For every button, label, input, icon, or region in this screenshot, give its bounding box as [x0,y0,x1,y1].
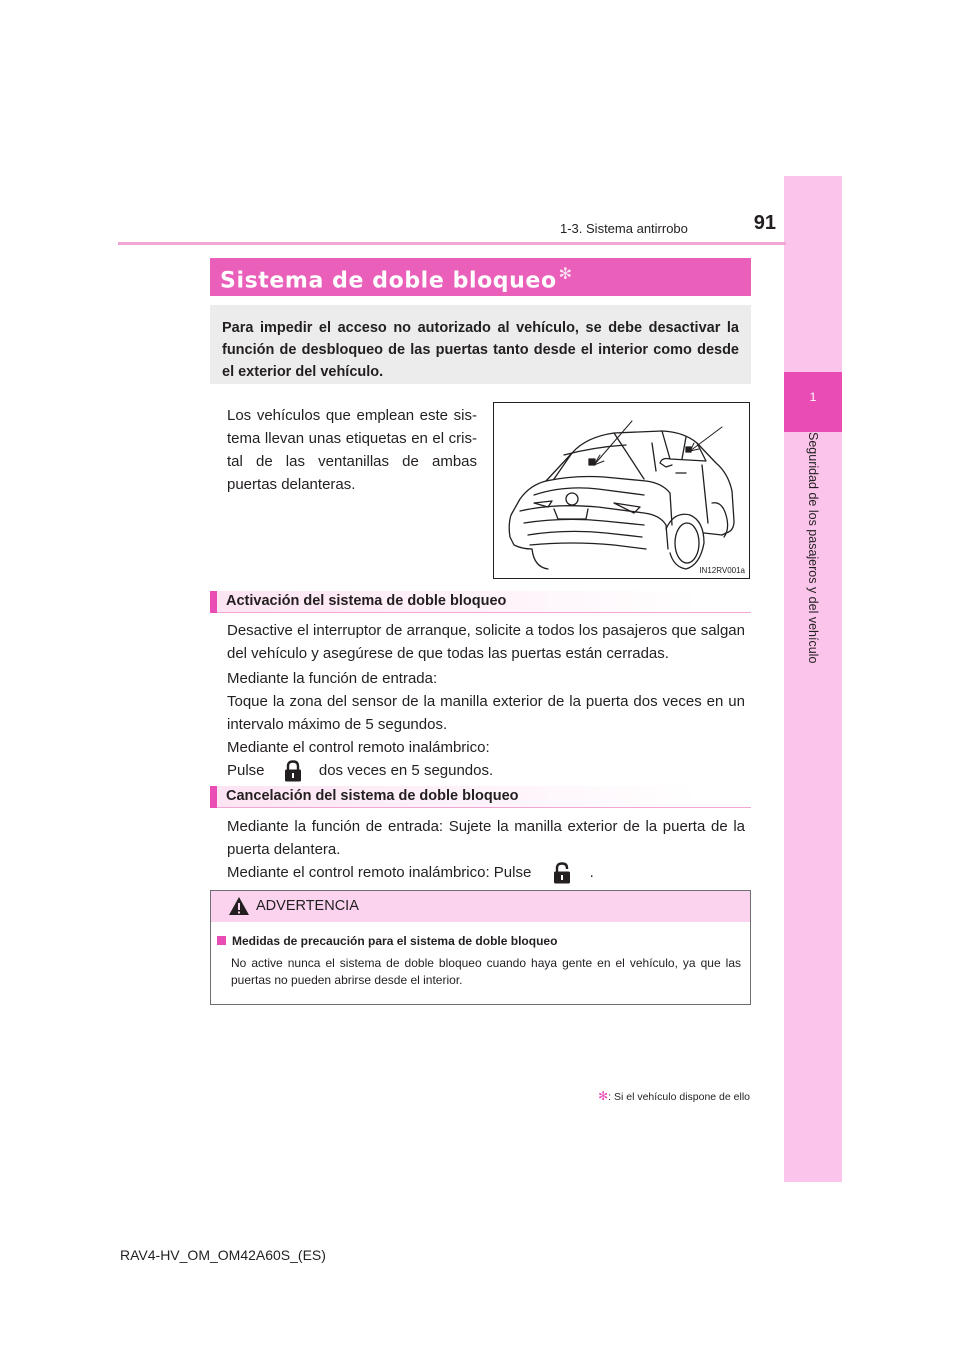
chapter-title: Seguridad de los pasajeros y del vehículo [806,432,820,664]
vehicle-illustration [493,402,750,579]
page-title-bar [210,258,751,296]
warning-triangle-icon [228,896,250,916]
document-code: RAV4-HV_OM_OM42A60S_(ES) [120,1247,326,1263]
activation-press-line [227,759,745,782]
car-drawing [494,403,749,578]
footnote-marker-icon: ✻ [598,1089,609,1103]
press-label: Pulse [227,762,265,779]
chapter-number-tab[interactable] [784,372,842,432]
intro-text: Para impedir el acceso no autorizado al vehículo, se debe desactivar la función de desbloqueo de las puertas tanto desde el interior como desde el exterior del vehículo. [222,320,739,380]
page-title-text: Sistema de doble bloqueo [220,268,557,294]
footnote-text: : Si el vehículo dispone de ello [608,1091,750,1103]
heading-underline [217,807,751,808]
cancellation-heading-text: Cancelación del sistema de doble bloqueo [226,788,519,804]
illustration-description [227,404,477,496]
bullet-square-icon [217,936,226,945]
cancellation-remote-line [227,861,745,884]
page-number: 91 [753,212,776,234]
activation-heading [210,591,751,613]
page-title [220,264,573,293]
illustration-line: tema llevan unas etiquetas en el cris- [227,430,477,447]
cancellation-remote-text: Mediante el control remoto inalámbrico: Pulse [227,864,532,881]
illustration-line: Los vehículos que emplean este sis- [227,407,477,424]
cancellation-heading [210,786,751,808]
illustration-code: IN12RV001a [699,566,745,575]
warning-text: No active nunca el sistema de doble bloqueo cuando haya gente en el vehículo, ya que las puertas no pueden abrirse desde el interior. [231,956,741,987]
cancellation-line: Mediante la función de entrada: Sujete la manilla exterior de la puerta de la puerta delantera. [227,818,745,858]
warning-title-text: Medidas de precaución para el sistema de doble bloqueo [232,934,558,948]
section-heading: 1-3. Sistema antirrobo [560,221,688,236]
cancellation-period: . [589,864,594,881]
heading-underline [217,612,751,613]
illustration-line: tal de las ventanillas de ambas [227,453,477,470]
warning-box [210,890,751,1005]
warning-header [211,891,750,922]
press-suffix: dos veces en 5 segundos. [318,762,494,779]
optional-marker-icon: ✻ [558,264,573,283]
footnote [560,1089,750,1103]
lock-icon [283,760,303,782]
warning-title [217,934,557,948]
activation-steps [227,667,745,782]
unlock-icon [552,862,572,884]
activation-heading-text: Activación del sistema de doble bloqueo [226,593,507,609]
cancellation-body [227,815,745,884]
activation-step: Toque la zona del sensor de la manilla exterior de la puerta dos veces en un intervalo máximo de 5 segundos. [227,693,745,733]
activation-paragraph: Desactive el interruptor de arranque, solicite a todos los pasajeros que salgan del vehículo y asegúrese de que todas las puertas están cerradas. [227,622,745,662]
heading-accent-bar [210,591,217,613]
intro-box [210,305,751,384]
heading-accent-bar [210,786,217,808]
activation-step: Mediante la función de entrada: [227,670,438,687]
illustration-line: puertas delanteras. [227,476,356,493]
warning-label: ADVERTENCIA [256,898,359,914]
activation-step: Mediante el control remoto inalámbrico: [227,739,490,756]
chapter-title-tab [784,432,842,692]
header-divider [118,242,786,245]
chapter-number: 1 [809,390,817,404]
